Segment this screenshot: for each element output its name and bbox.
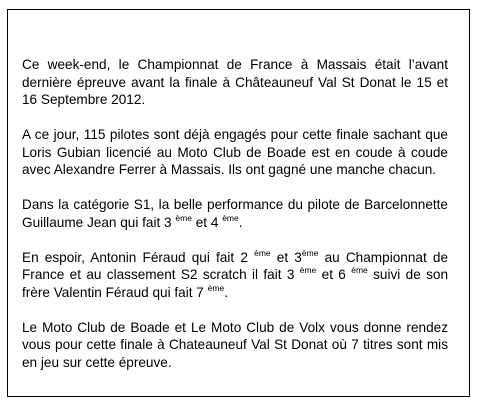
superscript: ème <box>175 212 192 223</box>
superscript: ème <box>301 247 319 258</box>
text-segment: Dans la catégorie S1, la belle performance du pilote de Barcelonnette Guillaume Jean qui fait 3 <box>22 197 448 230</box>
superscript: ème <box>299 265 317 275</box>
paragraph-registered-riders: A ce jour, 115 pilotes sont déjà engagés pour cette finale sachant que Loris Gubian licencié au Moto Club de Boade est en coude à coude avec Alexandre Ferrer à Massais. Ils ont gagné une manche chacun. <box>22 127 448 177</box>
text-segment: . <box>224 284 228 300</box>
superscript: ème <box>222 212 239 223</box>
superscript: ème <box>254 247 271 258</box>
text-segment: . <box>238 214 243 230</box>
text-segment: et 4 <box>191 214 219 230</box>
text-segment: au Championnat de France et au classement S2 scratch il fait 3 <box>22 249 449 282</box>
paragraph-championship: Ce week-end, le Championnat de France à Massais était l’avant dernière épreuve avant la finale à Châteauneuf Val St Donat le 15 et 16 Septembre 2012. <box>22 57 448 107</box>
text-segment: En espoir, Antonin Féraud qui fait 2 <box>22 249 248 265</box>
superscript: ème <box>351 265 368 275</box>
paragraph-espoir <box>22 249 448 302</box>
paragraph-category-s1 <box>22 196 448 231</box>
text-segment: et 3 <box>270 249 302 265</box>
text-segment: et 6 <box>316 267 346 282</box>
article-body <box>22 56 448 389</box>
paragraph-finale-invitation: Le Moto Club de Boade et Le Moto Club de Volx vous donne rendez vous pour cette finale à Chateauneuf Val St Donat où 7 titres sont mis en jeu sur cette épreuve. <box>22 319 448 370</box>
document-frame <box>7 9 470 397</box>
superscript: ème <box>207 282 225 293</box>
text-segment: suivi de son frère Valentin Féraud qui fait 7 <box>22 267 449 300</box>
